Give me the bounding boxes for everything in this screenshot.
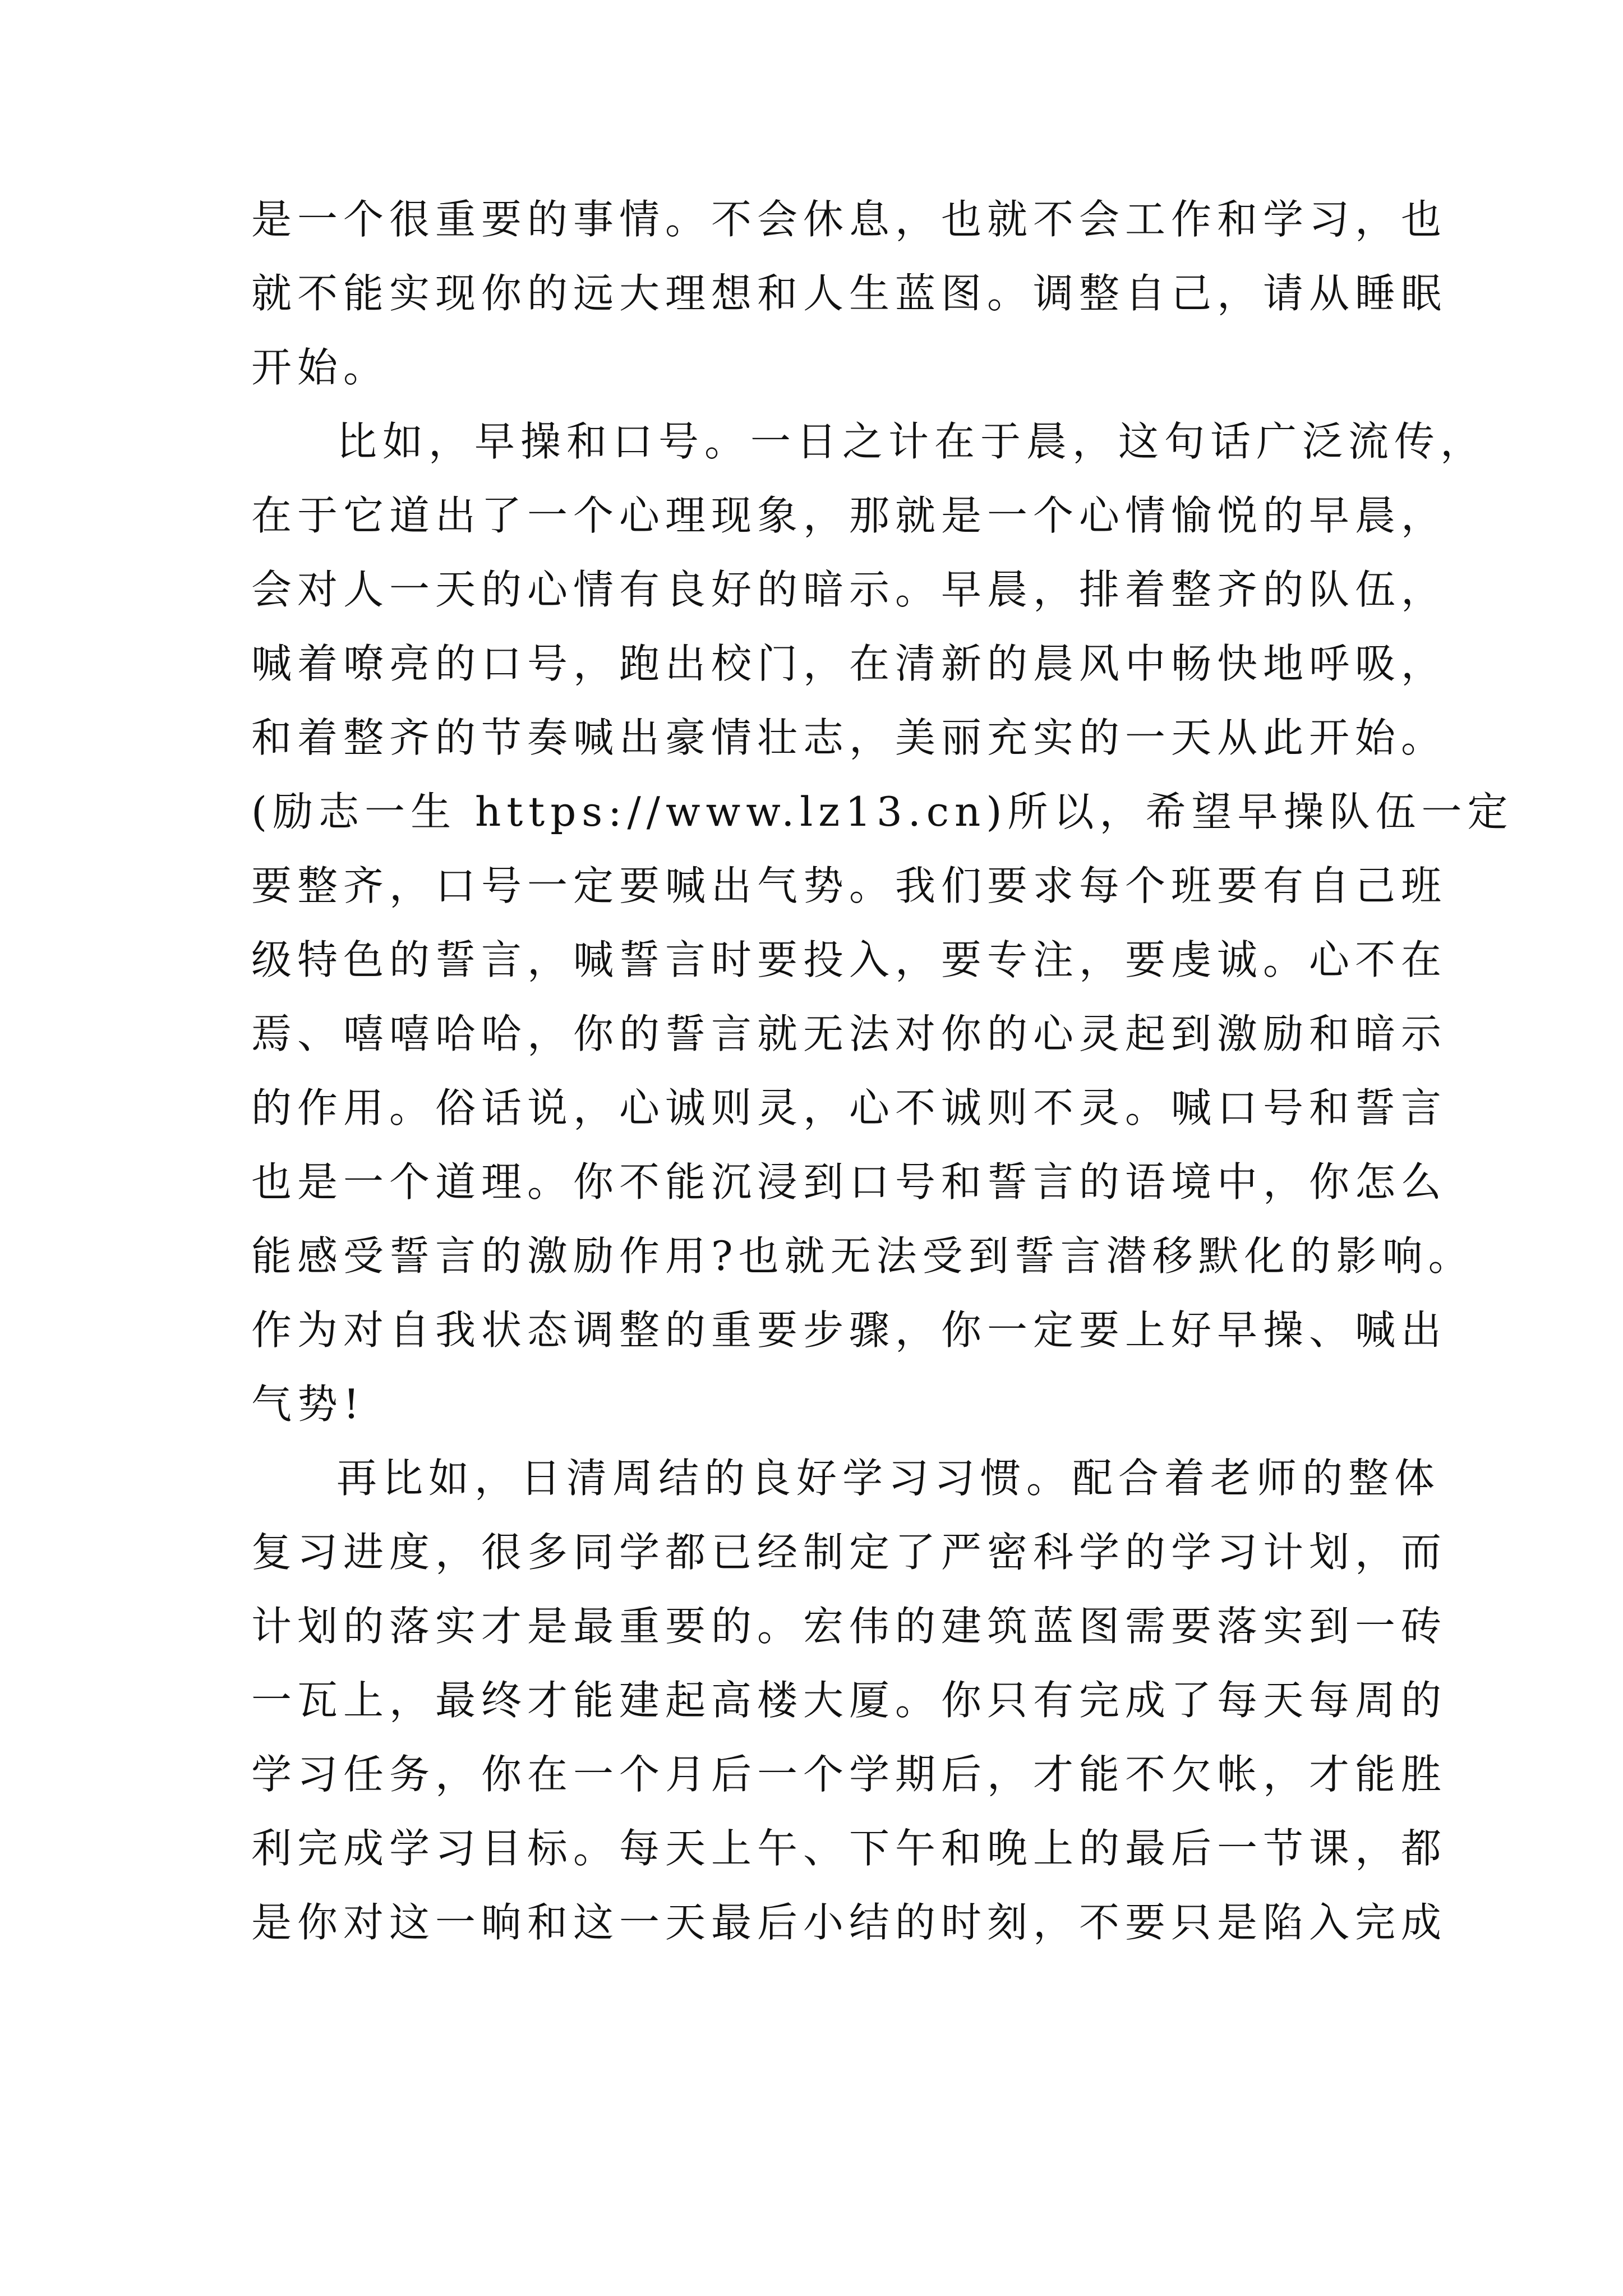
text-line: 的作用。俗话说，心诚则灵，心不诚则不灵。喊口号和誓言 <box>251 1084 1447 1131</box>
text-line: 复习进度，很多同学都已经制定了严密科学的学习计划，而 <box>251 1529 1447 1576</box>
text-line: 作为对自我状态调整的重要步骤，你一定要上好早操、喊出 <box>251 1306 1447 1354</box>
text-line: 是你对这一晌和这一天最后小结的时刻，不要只是陷入完成 <box>251 1899 1447 1946</box>
text-line-with-url: (励志一生 https://www.lz13.cn)所以，希望早操队伍一定 <box>251 788 1514 835</box>
text-line: 学习任务，你在一个月后一个学期后，才能不欠帐，才能胜 <box>251 1751 1447 1798</box>
paragraph-first-line: 再比如，日清周结的良好学习习惯。配合着老师的整体 <box>336 1455 1441 1502</box>
text-line: 能感受誓言的激励作用?也就无法受到誓言潜移默化的影响。 <box>251 1232 1474 1280</box>
text-line: 计划的落实才是最重要的。宏伟的建筑蓝图需要落实到一砖 <box>251 1603 1447 1650</box>
text-line: 喊着嘹亮的口号，跑出校门，在清新的晨风中畅快地呼吸， <box>251 640 1447 687</box>
text-line: 利完成学习目标。每天上午、下午和晚上的最后一节课，都 <box>251 1825 1447 1872</box>
text-line: 焉、嘻嘻哈哈，你的誓言就无法对你的心灵起到激励和暗示 <box>251 1010 1447 1057</box>
text-line: 就不能实现你的远大理想和人生蓝图。调整自己，请从睡眠 <box>251 270 1447 317</box>
text-line: 在于它道出了一个心理现象，那就是一个心情愉悦的早晨， <box>251 492 1447 539</box>
text-line: 也是一个道理。你不能沉浸到口号和誓言的语境中，你怎么 <box>251 1158 1447 1205</box>
paragraph-first-line: 比如，早操和口号。一日之计在于晨，这句话广泛流传， <box>336 418 1487 465</box>
text-line: 一瓦上，最终才能建起高楼大厦。你只有完成了每天每周的 <box>251 1677 1447 1724</box>
text-line: 开始。 <box>251 344 390 391</box>
text-line: 要整齐，口号一定要喊出气势。我们要求每个班要有自己班 <box>251 862 1447 909</box>
text-line: 是一个很重要的事情。不会休息，也就不会工作和学习，也 <box>251 196 1447 243</box>
text-line: 会对人一天的心情有良好的暗示。早晨，排着整齐的队伍， <box>251 566 1447 613</box>
text-line: 和着整齐的节奏喊出豪情壮志，美丽充实的一天从此开始。 <box>251 714 1447 761</box>
text-line: 级特色的誓言，喊誓言时要投入，要专注，要虔诚。心不在 <box>251 936 1447 983</box>
text-line: 气势! <box>251 1381 365 1428</box>
